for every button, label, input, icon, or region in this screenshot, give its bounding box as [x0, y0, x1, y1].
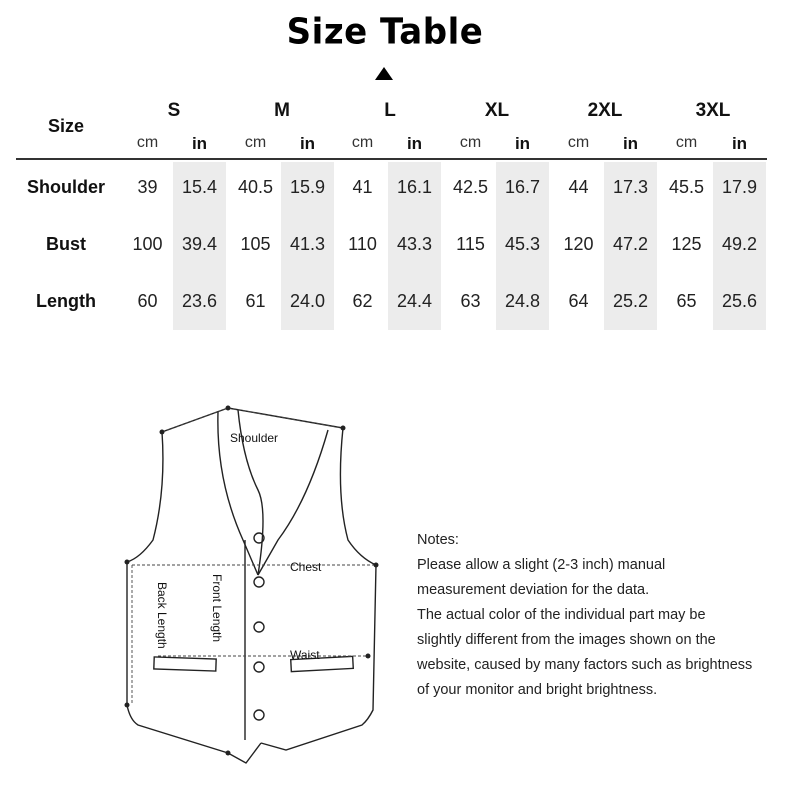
label-front-length: Front Length	[210, 574, 224, 643]
row-label-length: Length	[36, 291, 96, 311]
unit-header-cm: cm	[244, 134, 267, 151]
notes-heading: Notes:	[417, 532, 459, 548]
notes-line: slightly different from the images shown on the	[417, 632, 716, 648]
table-cell: 110	[348, 234, 377, 254]
unit-header-cm: cm	[351, 134, 374, 151]
table-cell: 42.5	[452, 177, 489, 197]
table-cell: 41	[352, 177, 373, 197]
size-header-l: L	[384, 100, 396, 121]
table-cell: 16.1	[396, 177, 433, 197]
table-cell: 44	[568, 177, 589, 197]
size-corner-label: Size	[47, 116, 85, 136]
row-label-shoulder: Shoulder	[26, 177, 105, 197]
label-chest: Chest	[290, 560, 322, 574]
size-table	[16, 86, 767, 332]
table-cell: 24.4	[396, 291, 433, 311]
table-cell: 115	[456, 234, 485, 254]
size-header-m: M	[274, 100, 290, 121]
notes-line: website, caused by many factors such as brightness	[417, 657, 753, 673]
table-cell: 60	[137, 291, 158, 311]
label-waist: Waist	[290, 648, 320, 662]
size-header-2xl: 2XL	[587, 100, 623, 121]
table-cell: 45.3	[504, 234, 541, 254]
table-cell: 65	[676, 291, 697, 311]
vest-diagram	[118, 400, 388, 770]
table-cell: 40.5	[237, 177, 274, 197]
table-cell: 120	[563, 234, 594, 254]
table-cell: 43.3	[396, 234, 433, 254]
table-cell: 125	[671, 234, 702, 254]
table-cell: 63	[460, 291, 481, 311]
table-cell: 17.9	[721, 177, 758, 197]
page-title: Size Table	[286, 11, 484, 53]
notes-line: The actual color of the individual part may be	[417, 607, 706, 623]
table-cell: 25.6	[721, 291, 758, 311]
unit-header-cm: cm	[567, 134, 590, 151]
notes	[417, 528, 800, 703]
unit-header-in: in	[191, 134, 208, 153]
table-cell: 16.7	[504, 177, 541, 197]
unit-header-cm: cm	[136, 134, 159, 151]
table-cell: 62	[352, 291, 373, 311]
table-cell: 25.2	[612, 291, 649, 311]
label-shoulder: Shoulder	[230, 431, 279, 445]
unit-header-in: in	[622, 134, 639, 153]
unit-header-in: in	[514, 134, 531, 153]
table-cell: 41.3	[289, 234, 326, 254]
table-cell: 17.3	[612, 177, 649, 197]
unit-header-cm: cm	[459, 134, 482, 151]
table-cell: 39	[137, 177, 158, 197]
table-cell: 47.2	[612, 234, 649, 254]
unit-header-in: in	[731, 134, 748, 153]
size-header-s: S	[167, 100, 181, 121]
measurement-lines	[132, 408, 376, 705]
notes-line: measurement deviation for the data.	[417, 582, 650, 598]
table-cell: 105	[240, 234, 271, 254]
size-header-3xl: 3XL	[695, 100, 731, 121]
row-label-bust: Bust	[46, 234, 86, 254]
notes-line: of your monitor and bright brightness.	[417, 682, 658, 698]
table-cell: 61	[245, 291, 266, 311]
size-header-xl: XL	[484, 100, 510, 121]
notes-line: Please allow a slight (2-3 inch) manual	[417, 557, 666, 573]
table-cell: 49.2	[721, 234, 758, 254]
table-cell: 39.4	[181, 234, 218, 254]
table-cell: 23.6	[181, 291, 218, 311]
unit-header-cm: cm	[675, 134, 698, 151]
header-divider	[16, 158, 767, 160]
unit-header-in: in	[299, 134, 316, 153]
table-cell: 24.0	[289, 291, 326, 311]
label-back-length: Back Length	[155, 582, 169, 649]
up-arrow-icon	[375, 67, 393, 80]
unit-header-in: in	[406, 134, 423, 153]
table-cell: 24.8	[504, 291, 541, 311]
table-cell: 15.4	[181, 177, 218, 197]
table-cell: 15.9	[289, 177, 326, 197]
table-cell: 64	[568, 291, 589, 311]
table-cell: 100	[132, 234, 163, 254]
table-cell: 45.5	[668, 177, 705, 197]
